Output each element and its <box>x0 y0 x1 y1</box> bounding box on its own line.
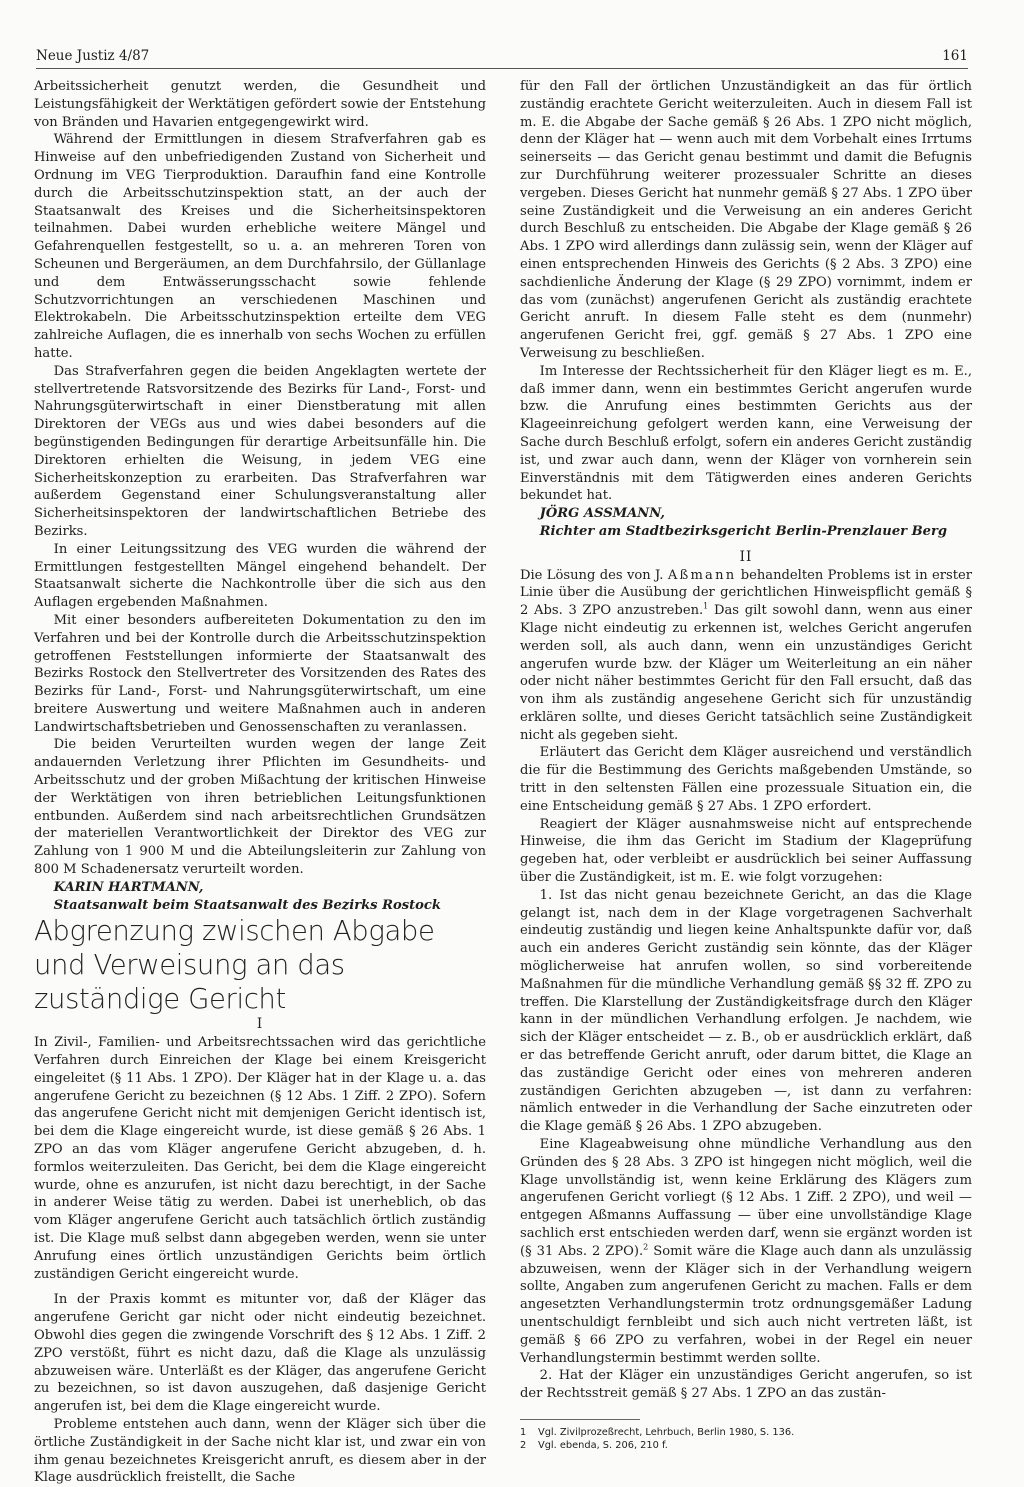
footnote-marker[interactable]: 2 <box>643 1242 649 1252</box>
paragraph: für den Fall der örtlichen Unzuständigkeit an das für örtlich zuständig erachtete Gericht weiterzuleiten. Auch in diesem Fall ist m. E. die Abgabe der Sache gemäß § 26 Abs. 1 ZPO nicht möglich, denn der Kläger hat — wenn auch mit dem Vorbehalt eines Irrtums seinerseits — das Gericht genau bestimmt und damit die Befugnis zur Durchführung weiterer prozessualer Schritte an dieses vergeben. Dieses Gericht hat nunmehr gemäß § 27 Abs. 1 ZPO über seine Zuständigkeit und die Verweisung an ein anderes Gericht durch Beschluß zu entscheiden. Die Abgabe der Klage gemäß § 26 Abs. 1 ZPO wird allerdings dann zulässig sein, wenn der Kläger auf einen entsprechenden Hinweis des Gerichts (§ 2 Abs. 3 ZPO) eine sachdienliche Änderung der Klage (§ 29 ZPO) vornimmt, indem er das vom (zunächst) angerufenen Gericht als zuständig erachtete Gericht anruft. In diesem Falle steht es dem (nunmehr) angerufenen Gericht frei, ggf. gemäß § 27 Abs. 1 ZPO eine Verweisung zu beschließen. <box>520 79 972 361</box>
paragraph <box>520 567 972 745</box>
text-run: Eine Klageabweisung ohne mündliche Verhandlung aus den Gründen des § 28 Abs. 3 ZPO ist hingegen nicht möglich, weil die Klage unvollständig ist, wenn keine Erklärung des Klägers zum angerufenen Gericht vorliegt (§ 12 Abs. 1 Ziff. 2 ZPO), und weil — entgegen Aßmanns Auffassung — über eine unvollständige Klage sachlich erst entschieden werden darf, wenn sie ergänzt worden ist (§ 31 Abs. 2 ZPO). <box>520 1137 972 1259</box>
paragraph: Im Interesse der Rechtssicherheit für den Kläger liegt es m. E., daß immer dann, wenn ein bestimmtes Gericht angerufen wurde bzw. die Anrufung eines bestimmten Gerichts aus der Klageeinreichung gefolgert werden kann, eine Verweisung der Sache durch Beschluß erfolgt, sofern ein anderes Gericht zuständig ist, und zwar auch dann, wenn der Kläger von vornherein sein Einverständnis mit dem Tätigwerden eines anderen Gerichts bekundet hat. <box>520 363 972 504</box>
author-name: KARIN HARTMANN, <box>53 879 204 895</box>
text-run: Das gilt sowohl dann, wenn aus einer Klage nicht eindeutig zu erkennen ist, welches Gericht angerufen werden soll, als auch dann, wenn ein unzuständiges Gericht angerufen wurde bzw. der Kläger um Weiterleitung an ein näher oder nicht näher bestimmtes Gericht für den Fall ersucht, daß das von ihm als zuständig angesehene Gericht sich für unzuständig erklären sollte, und dieses Gericht tatsächlich seine Zuständigkeit nicht als gegeben sieht. <box>520 603 972 743</box>
paragraph: In Zivil-, Familien- und Arbeitsrechtssachen wird das gerichtliche Verfahren durch Einreichen der Klage bei einem Kreisgericht eingeleitet (§ 11 Abs. 1 ZPO). Der Kläger hat in der Klage u. a. das angerufene Gericht zu bezeichnen (§ 12 Abs. 1 Ziff. 2 ZPO). Sofern das angerufene Gericht nicht mit demjenigen Gericht identisch ist, bei dem die Klage eingereicht wurde, ist diese gemäß § 26 Abs. 1 ZPO an das vom Kläger angerufene Gericht abzugeben, d. h. formlos weiterzuleiten. Das Gericht, bei dem die Klage eingereicht wurde, ohne es anzurufen, ist nicht dazu berechtigt, in der Sache in anderer Weise tätig zu werden. Dabei ist unerheblich, ob das vom Kläger angerufene Gericht auch tatsächlich örtlich zuständig ist. Die Klage muß selbst dann abgegeben werden, wenn sie unter Anrufung eines örtlich unzuständigen Gerichts beim örtlich zuständigen Gericht eingereicht wurde. <box>34 1035 486 1282</box>
section-number: II <box>739 548 753 565</box>
text-run: Somit wäre die Klage auch dann als unzulässig abzuweisen, wenn der Kläger sich in der Verhandlung weigern sollte, Angaben zum angerufenen Gericht zu machen. Falls er dem angesetzten Verhandlungstermin trotz ordnungsgemäßer Ladung unentschuldigt fernbleibt und sich auch nicht vertreten läßt, ist gemäß § 66 ZPO zu verfahren, wobei in der Regel ein neuer Verhandlungstermin bestimmt werden sollte. <box>520 1243 972 1366</box>
article-heading: Abgrenzung zwischen Abgabe und Verweisung an das zuständige Gericht <box>34 915 435 1016</box>
footnotes <box>520 1426 972 1452</box>
author-title: Richter am Stadtbezirksgericht Berlin-Prenzlauer Berg <box>539 523 948 539</box>
footnote-marker[interactable]: 1 <box>703 601 709 611</box>
list-item: 2. Hat der Kläger ein unzuständiges Gericht angerufen, so ist der Rechtsstreit gemäß § 27 Abs. 1 ZPO an das zustän- <box>520 1368 972 1402</box>
paragraph: In einer Leitungssitzung des VEG wurden die während der Ermittlungen festgestellten Mängel eingehend behandelt. Der Staatsanwalt sicherte die Nachkontrolle über die sich aus den Auflagen ergebenden Maßnahmen. <box>34 541 486 611</box>
footnote-text: Vgl. Zivilprozeßrecht, Lehrbuch, Berlin 1980, S. 136. <box>538 1426 795 1438</box>
page-number: 161 <box>942 48 968 64</box>
paragraph: Erläutert das Gericht dem Kläger ausreichend und verständlich die für die Bestimmung des Gerichts maßgebenden Umstände, so tritt in den seltensten Fällen eine prozessuale Situation ein, die eine Entscheidung gemäß § 27 Abs. 1 ZPO erfordert. <box>520 745 972 814</box>
footnote-text: Vgl. ebenda, S. 206, 210 f. <box>538 1439 668 1451</box>
page-header <box>36 48 968 70</box>
footnote-number: 2 <box>520 1439 527 1451</box>
paragraph <box>520 1136 972 1367</box>
paragraph: Mit einer besonders aufbereiteten Dokumentation zu den im Verfahren und bei der Kontrolle durch die Arbeitsschutzinspektion getroffenen Feststellungen informierte der Staatsanwalt des Bezirks Rostock den Stellvertreter des Vorsitzenden des Rates des Bezirks für Land-, Forst- und Nahrungsgüterwirtschaft, um eine breitere Auswertung und weitere Maßnahmen auch in anderen Landwirtschaftsbetrieben und Genossenschaften zu veranlassen. <box>34 612 486 735</box>
right-column <box>520 78 972 1452</box>
list-item: 1. Ist das nicht genau bezeichnete Gericht, an das die Klage gelangt ist, nach dem in der Klage vorgetragenen Sachverhalt eindeutig zuständig und liegen keine Anhaltspunkte dafür vor, daß auch ein anderes Gericht zuständig sein könnte, das der Kläger möglicherweise hat anrufen wollen, so sind vorbereitende Maßnahmen für die mündliche Verhandlung gemäß §§ 32 ff. ZPO zu treffen. Die Klarstellung der Zuständigkeitsfrage durch den Kläger kann in der mündlichen Verhandlung erfolgen. Je nachdem, wie sich der Kläger entscheidet — z. B., ob er ausdrücklich erklärt, daß er das betreffende Gericht anruft, oder darum bittet, die Klage an das zuständige Gericht oder eines von mehreren anderen zuständigen Gerichten abzugeben —, ist dann zu verfahren: nämlich entweder in die Verhandlung der Sache einzutreten oder die Klage gemäß § 26 Abs. 1 ZPO abzugeben. <box>520 887 972 1135</box>
text-run: behandelten Problems ist in erster Linie über die Ausübung der gerichtlichen Hinweispflicht gemäß § 2 Abs. 3 ZPO anzustreben. <box>520 567 972 619</box>
author-name: JÖRG ASSMANN, <box>539 506 665 522</box>
paragraph: Arbeitssicherheit genutzt werden, die Gesundheit und Leistungsfähigkeit der Werktätigen gefördert sowie der Entstehung von Bränden und Havarien entgegengewirkt wird. <box>34 79 486 130</box>
text-run: Die Lösung des von J. <box>520 567 664 583</box>
header-rule <box>36 68 968 69</box>
paragraph: Während der Ermittlungen in diesem Strafverfahren gab es Hinweise auf den unbefriedigenden Zustand von Sicherheit und Ordnung im VEG Tierproduktion. Daraufhin fand eine Kontrolle durch die Arbeitsschutzinspektion statt, an der auch der Staatsanwalt des Kreises und die Sicherheitsinspektoren teilnahmen. Dabei wurden erhebliche weitere Mängel und Gefahrenquellen festgestellt, so u. a. an mehreren Toren von Scheunen und Bergeräumen, an dem Durchfahrsilo, der Güllanlage und dem Entwässerungsschacht sowie fehlende Schutzvorrichtungen an verschiedenen Maschinen und Elektrokabeln. Die Arbeitsschutzinspektion erteilte dem VEG zahlreiche Auflagen, die es innerhalb von sechs Wochen zu erfüllen hatte. <box>34 132 486 361</box>
paragraph: Das Strafverfahren gegen die beiden Angeklagten wertete der stellvertretende Ratsvorsitzende des Bezirks für Land-, Forst- und Nahrungsgüterwirtschaft in einer Dienstberatung mit allen Direktoren der VEGs aus und wies dabei besonders auf die begünstigenden Bedingungen für derartige Arbeitsunfälle hin. Die Direktoren erhielten die Weisung, in jedem VEG eine Sicherheitskonzeption zu erarbeiten. Das Strafverfahren war außerdem Gegenstand einer Schulungsveranstaltung aller Sicherheitsinspektoren der landwirtschaftlichen Betriebe des Bezirks. <box>34 363 486 539</box>
paragraph: Probleme entstehen auch dann, wenn der Kläger sich über die örtliche Zuständigkeit in der Sache nicht klar ist, und zwar ein von ihm genau bezeichnetes Kreisgericht anruft, es diesem aber in der Klage ausdrücklich freistellt, die Sache <box>34 1416 486 1486</box>
footnote-number: 1 <box>520 1426 527 1438</box>
journal-issue: Neue Justiz 4/87 <box>36 48 150 64</box>
left-column <box>34 78 486 1487</box>
author-reference: Aßmann <box>667 567 737 583</box>
footnote <box>520 1426 972 1439</box>
paragraph: Die beiden Verurteilten wurden wegen der lange Zeit andauernden Verletzung ihrer Pflichten im Gesundheits- und Arbeitsschutz und der groben Mißachtung der kritischen Hinweise der Werktätigen von ihren betrieblichen Leitungsfunktionen entbunden. Außerdem sind nach arbeitsrechtlichen Grundsätzen der materiellen Verantwortlichkeit der Direktor des VEG zur Zahlung von 1 900 M und die Abteilungsleiterin zur Zahlung von 800 M Schadenersatz verurteilt worden. <box>34 737 486 878</box>
paragraph: Reagiert der Kläger ausnahmsweise nicht auf entsprechende Hinweise, die ihm das Gericht im Stadium der Klageprüfung gegeben hat, oder verbleibt er ausdrücklich bei seiner Auffassung über die Zuständigkeit, ist m. E. wie folgt vorzugehen: <box>520 816 972 886</box>
footnote-rule <box>520 1419 640 1420</box>
paragraph: In der Praxis kommt es mitunter vor, daß der Kläger das angerufene Gericht gar nicht oder nicht eindeutig bezeichnet. Obwohl dies gegen die zwingende Vorschrift des § 12 Abs. 1 Ziff. 2 ZPO verstößt, führt es nicht dazu, daß die Klage als unzulässig abzuweisen wäre. Unterläßt es der Kläger, das angerufene Gericht zu bezeichnen, so ist davon auszugehen, daß dasjenige Gericht angerufen ist, bei dem die Klage eingereicht wurde. <box>34 1292 486 1415</box>
author-title: Staatsanwalt beim Staatsanwalt des Bezirks Rostock <box>53 897 441 913</box>
section-number: I <box>256 1016 264 1033</box>
footnote <box>520 1439 972 1452</box>
